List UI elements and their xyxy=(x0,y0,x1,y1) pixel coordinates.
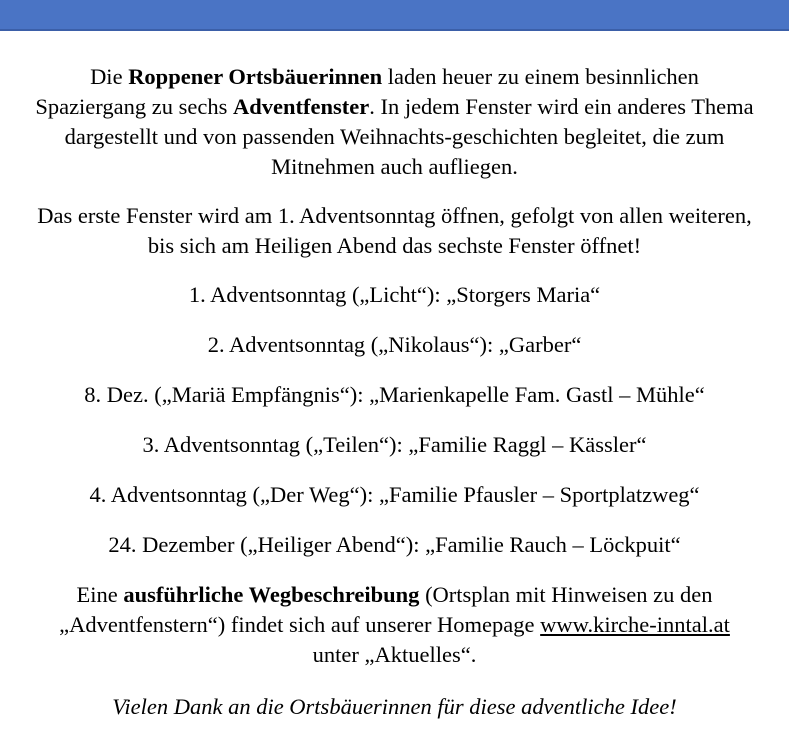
document-body xyxy=(0,62,789,741)
schedule-item: 2. Adventsonntag („Nikolaus“): „Garber“ xyxy=(207,332,582,357)
thanks-line: Vielen Dank an die Ortsbäuerinnen für diese adventliche Idee! xyxy=(112,694,677,719)
intro-paragraph xyxy=(0,62,789,182)
directions-paragraph xyxy=(0,580,789,670)
intro-text-2: laden heuer zu einem besinnlichen Spaziergang zu sechs xyxy=(35,64,699,119)
directions-bold: ausführliche Wegbeschreibung xyxy=(123,582,420,607)
intro-bold-organizers: Roppener Ortsbäuerinnen xyxy=(128,64,383,89)
header-bar-edge xyxy=(0,29,789,31)
schedule-item: 3. Adventsonntag („Teilen“): „Familie Raggl – Kässler“ xyxy=(142,432,647,457)
directions-text-1: Eine xyxy=(76,582,124,607)
intro-text-1: Die xyxy=(90,64,129,89)
header-bar xyxy=(0,0,789,29)
schedule-item: 1. Adventsonntag („Licht“): „Storgers Maria“ xyxy=(188,282,601,307)
homepage-link[interactable]: www.kirche-inntal.at xyxy=(540,612,730,637)
directions-text-3: unter „Aktuelles“. xyxy=(312,642,477,667)
schedule-item: 24. Dezember („Heiliger Abend“): „Familie Rauch – Löckpuit“ xyxy=(108,532,681,557)
schedule-item: 8. Dez. („Mariä Empfängnis“): „Marienkapelle Fam. Gastl – Mühle“ xyxy=(84,382,705,407)
opening-paragraph: Das erste Fenster wird am 1. Adventsonntag öffnen, gefolgt von allen weiteren, bis sich am Heiligen Abend das sechste Fenster öffnet! xyxy=(37,203,752,258)
intro-text-3: . In jedem Fenster wird ein anderes Thema dargestellt und von passenden Weihnachts-geschichten begleitet, die zum Mitnehmen auch aufliegen. xyxy=(64,94,754,179)
directions-text-2: (Ortsplan mit Hinweisen zu den „Adventfenstern“) findet sich auf unserer Homepage xyxy=(59,582,713,637)
intro-bold-adventfenster: Adventfenster xyxy=(232,94,370,119)
schedule-item: 4. Adventsonntag („Der Weg“): „Familie Pfausler – Sportplatzweg“ xyxy=(89,482,700,507)
